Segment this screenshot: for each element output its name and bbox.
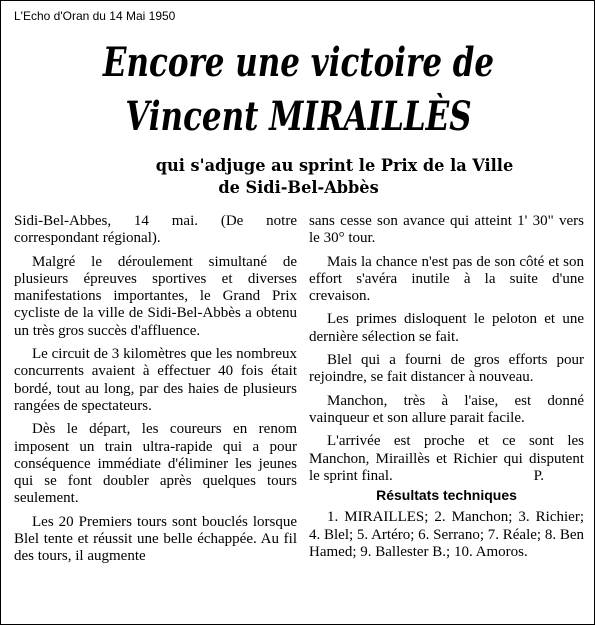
subheadline-line-2: de Sidi-Bel-Abbès	[218, 178, 379, 198]
results-list: 1. MIRAILLES; 2. Manchon; 3. Richier; 4. Blel; 5. Artéro; 6. Serrano; 7. Réale; 8. Ben Hamed; 9. Ballester B.; 10. Amoros.	[309, 509, 584, 561]
article-paragraph: Mais la chance n'est pas de son côté et son effort s'avéra inutile à la suite d'une crevaison.	[309, 253, 584, 305]
article-paragraph: Les 20 Premiers tours sont bouclés lorsque Blel tente et réussit une belle échappée. Au fil des tours, il augmente	[14, 513, 297, 565]
article-paragraph	[309, 433, 584, 485]
author-signature: P.	[533, 467, 544, 484]
article-right-column	[309, 213, 584, 567]
article-left-column	[14, 213, 297, 572]
subheadline-line-1: qui s'adjuge au sprint le Prix de la Ville	[155, 156, 514, 176]
article-paragraph: Malgré le déroulement simultané de plusieurs épreuves sportives et diverses manifestations importantes, le Grand Prix cycliste de la ville de Sidi-Bel-Abbès a obtenu un très gros succès d'affluence.	[14, 253, 297, 339]
article-paragraph: Le circuit de 3 kilomètres que les nombreux concurrents avaient à effectuer 40 fois était bordé, tout au long, par des haies de plusieurs rangées de spectateurs.	[14, 346, 297, 414]
source-caption: L'Echo d'Oran du 14 Mai 1950	[14, 9, 176, 23]
results-title: Résultats techniques	[376, 487, 517, 504]
article-paragraph: Les primes disloquent le peloton et une dernière sélection se fait.	[309, 311, 584, 345]
article-paragraph: sans cesse son avance qui atteint 1' 30" vers le 30° tour.	[309, 213, 584, 247]
headline-line-2: Vincent MIRAILLÈS	[125, 93, 472, 140]
article-paragraph: Manchon, très à l'aise, est donné vainqueur et son allure parait facile.	[309, 392, 584, 426]
final-paragraph-text: L'arrivée est proche et ce sont les Manchon, Miraillès et Richier qui disputent le sprint final.	[309, 433, 584, 484]
article-paragraph: Dès le départ, les coureurs en renom imposent un train ultra-rapide qui a pour conséquence immédiate d'éliminer les jeunes qui se font doubler après quelques tours seulement.	[14, 421, 297, 507]
article-paragraph: Sidi-Bel-Abbes, 14 mai. (De notre correspondant régional).	[14, 213, 297, 247]
article-paragraph: Blel qui a fourni de gros efforts pour rejoindre, se fait distancer à nouveau.	[309, 352, 584, 386]
headline-line-1: Encore une victoire de	[102, 39, 495, 86]
